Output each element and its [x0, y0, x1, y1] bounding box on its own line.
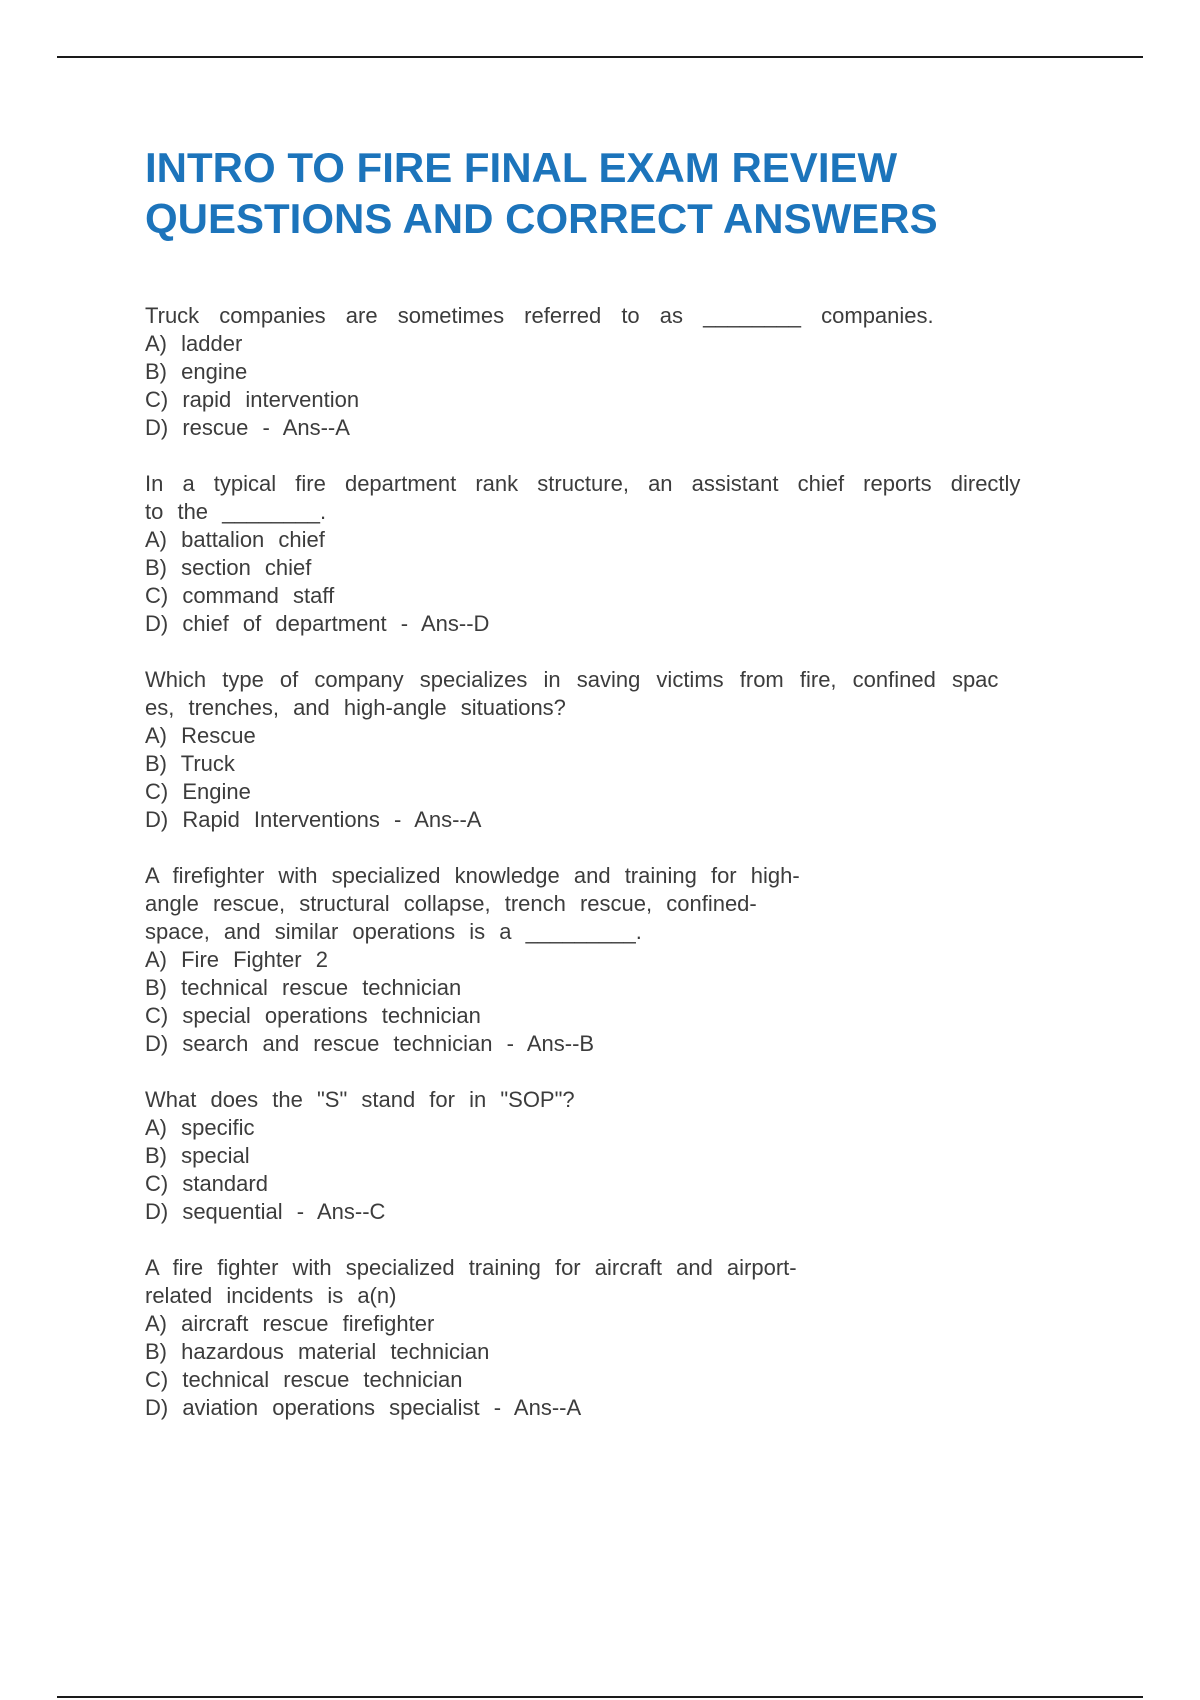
option-b: B) special: [145, 1143, 250, 1168]
option-a: A) ladder: [145, 331, 243, 356]
question-stem-line: A firefighter with specialized knowledge and training for high-: [145, 863, 800, 888]
option-c: C) command staff: [145, 583, 335, 608]
option-c: C) standard: [145, 1171, 268, 1196]
question-stem-line: A fire fighter with specialized training for aircraft and airport-: [145, 1255, 797, 1280]
title-line-2: QUESTIONS AND CORRECT ANSWERS: [145, 195, 938, 242]
option-d-answer: D) search and rescue technician - Ans--B: [145, 1031, 595, 1056]
question-stem-line: In a typical fire department rank structure, an assistant chief reports directly: [145, 471, 1021, 496]
question-stem-line: to the ________.: [145, 499, 327, 524]
option-d-answer: D) aviation operations specialist - Ans--A: [145, 1395, 582, 1420]
option-b: B) hazardous material technician: [145, 1339, 490, 1364]
option-b: B) section chief: [145, 555, 312, 580]
option-b: B) technical rescue technician: [145, 975, 462, 1000]
option-a: A) Rescue: [145, 723, 256, 748]
top-rule: [57, 56, 1143, 58]
option-d-answer: D) sequential - Ans--C: [145, 1199, 386, 1224]
option-c: C) rapid intervention: [145, 387, 360, 412]
question-stem-line: Which type of company specializes in saving victims from fire, confined spac: [145, 667, 999, 692]
question-stem-line: space, and similar operations is a _________.: [145, 919, 642, 944]
question-stem-line: What does the "S" stand for in "SOP"?: [145, 1087, 575, 1112]
question-stem-line: angle rescue, structural collapse, trench rescue, confined-: [145, 891, 757, 916]
question-4: [145, 862, 1080, 1058]
option-a: A) Fire Fighter 2: [145, 947, 328, 972]
question-stem: [145, 470, 1080, 526]
question-stem: [145, 1254, 1080, 1310]
option-a: A) specific: [145, 1115, 255, 1140]
question-2: [145, 470, 1080, 638]
question-3: [145, 666, 1080, 834]
option-b: B) engine: [145, 359, 248, 384]
bottom-rule: [57, 1696, 1143, 1698]
option-c: C) special operations technician: [145, 1003, 481, 1028]
question-6: [145, 1254, 1080, 1422]
option-d-answer: D) chief of department - Ans--D: [145, 611, 490, 636]
option-a: A) battalion chief: [145, 527, 325, 552]
option-a: A) aircraft rescue firefighter: [145, 1311, 435, 1336]
question-stem: [145, 862, 1080, 946]
question-stem-line: Truck companies are sometimes referred to as ________ companies.: [145, 303, 934, 328]
question-stem-line: es, trenches, and high-angle situations?: [145, 695, 566, 720]
question-stem: [145, 666, 1080, 722]
option-c: C) technical rescue technician: [145, 1367, 463, 1392]
option-d-answer: D) Rapid Interventions - Ans--A: [145, 807, 482, 832]
question-stem: [145, 302, 1080, 330]
option-b: B) Truck: [145, 751, 235, 776]
document-title: [145, 142, 1105, 244]
question-stem: [145, 1086, 1080, 1114]
question-list: [145, 302, 1080, 1450]
option-c: C) Engine: [145, 779, 251, 804]
title-line-1: INTRO TO FIRE FINAL EXAM REVIEW: [145, 144, 898, 191]
question-5: [145, 1086, 1080, 1226]
option-d-answer: D) rescue - Ans--A: [145, 415, 350, 440]
question-1: [145, 302, 1080, 442]
question-stem-line: related incidents is a(n): [145, 1283, 397, 1308]
